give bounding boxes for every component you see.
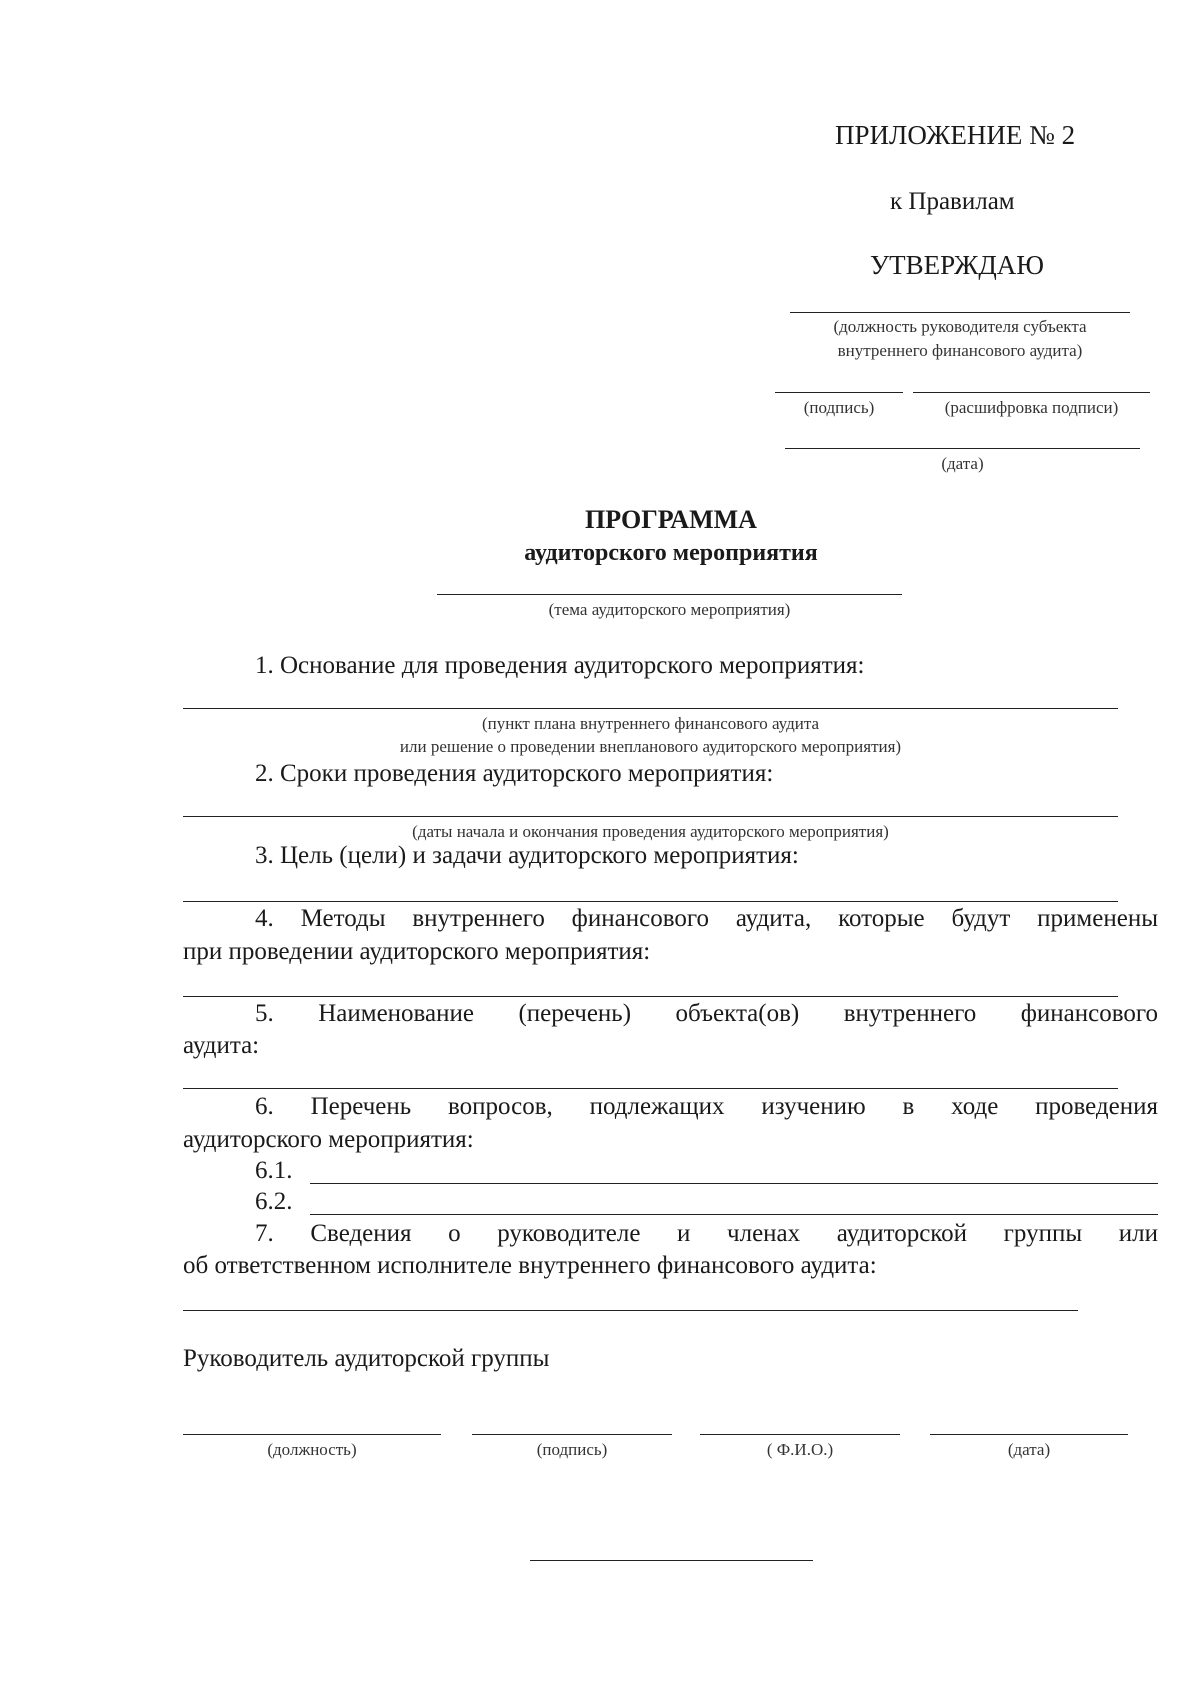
- document-title: ПРОГРАММА: [585, 505, 757, 534]
- section-5-line-1: 5. Наименование (перечень) объекта(ов) внутреннего финансового: [255, 1000, 1158, 1027]
- section-5-line[interactable]: [183, 1088, 1118, 1089]
- head-position-caption: (должность): [267, 1440, 357, 1459]
- to-rules-label: к Правилам: [890, 188, 1015, 215]
- section-4-line-1: 4. Методы внутреннего финансового аудита, которые будут применены: [255, 905, 1158, 932]
- head-fio-line[interactable]: [700, 1434, 900, 1435]
- section-6-item-2-label: 6.2.: [255, 1188, 293, 1215]
- head-fio-caption: ( Ф.И.О.): [766, 1440, 834, 1459]
- approver-date-caption: (дата): [941, 454, 984, 473]
- section-3-heading: 3. Цель (цели) и задачи аудиторского мероприятия:: [255, 842, 799, 869]
- approver-decryption-line[interactable]: [913, 392, 1150, 393]
- approve-label: УТВЕРЖДАЮ: [870, 250, 1045, 280]
- section-4-line-2: при проведении аудиторского мероприятия:: [183, 938, 651, 965]
- section-1-caption-1: (пункт плана внутреннего финансового аудита: [481, 714, 820, 733]
- section-6-item-1-label: 6.1.: [255, 1157, 293, 1184]
- section-7-line[interactable]: [183, 1310, 1078, 1311]
- section-2-heading: 2. Сроки проведения аудиторского мероприятия:: [255, 760, 774, 787]
- approver-decryption-caption: (расшифровка подписи): [944, 398, 1119, 417]
- head-date-caption: (дата): [1007, 1440, 1051, 1459]
- approver-signature-line[interactable]: [775, 392, 903, 393]
- section-1-line[interactable]: [183, 708, 1118, 709]
- section-6-item-2-line[interactable]: [310, 1214, 1158, 1215]
- head-date-line[interactable]: [930, 1434, 1128, 1435]
- section-7-line-1: 7. Сведения о руководителе и членах аудиторской группы или: [255, 1220, 1158, 1247]
- head-signature-line[interactable]: [472, 1434, 672, 1435]
- approver-position-line[interactable]: [790, 312, 1130, 313]
- section-2-caption: (даты начала и окончания проведения аудиторского мероприятия): [412, 822, 889, 841]
- document-subtitle: аудиторского мероприятия: [524, 540, 818, 566]
- section-6-line-1: 6. Перечень вопросов, подлежащих изучению в ходе проведения: [255, 1093, 1158, 1120]
- section-3-line[interactable]: [183, 901, 1118, 902]
- section-6-line-2: аудиторского мероприятия:: [183, 1126, 474, 1153]
- group-head-label: Руководитель аудиторской группы: [183, 1345, 550, 1372]
- section-4-line[interactable]: [183, 996, 1118, 997]
- section-1-heading: 1. Основание для проведения аудиторского мероприятия:: [255, 652, 865, 679]
- head-position-line[interactable]: [183, 1434, 441, 1435]
- approver-signature-caption: (подпись): [803, 398, 875, 417]
- head-signature-caption: (подпись): [536, 1440, 608, 1459]
- section-5-line-2: аудита:: [183, 1032, 260, 1059]
- section-6-item-1-line[interactable]: [310, 1183, 1158, 1184]
- section-2-line[interactable]: [183, 816, 1118, 817]
- approver-date-line[interactable]: [785, 448, 1140, 449]
- approver-position-caption-1: (должность руководителя субъекта: [833, 317, 1087, 336]
- topic-line[interactable]: [437, 594, 902, 595]
- section-1-caption-2: или решение о проведении внепланового аудиторского мероприятия): [399, 737, 902, 756]
- closing-divider: [530, 1560, 813, 1561]
- appendix-number: ПРИЛОЖЕНИЕ № 2: [835, 120, 1076, 150]
- approver-position-caption-2: внутреннего финансового аудита): [837, 341, 1083, 360]
- topic-caption: (тема аудиторского мероприятия): [548, 600, 791, 619]
- section-7-line-2: об ответственном исполнителе внутреннего финансового аудита:: [183, 1252, 877, 1279]
